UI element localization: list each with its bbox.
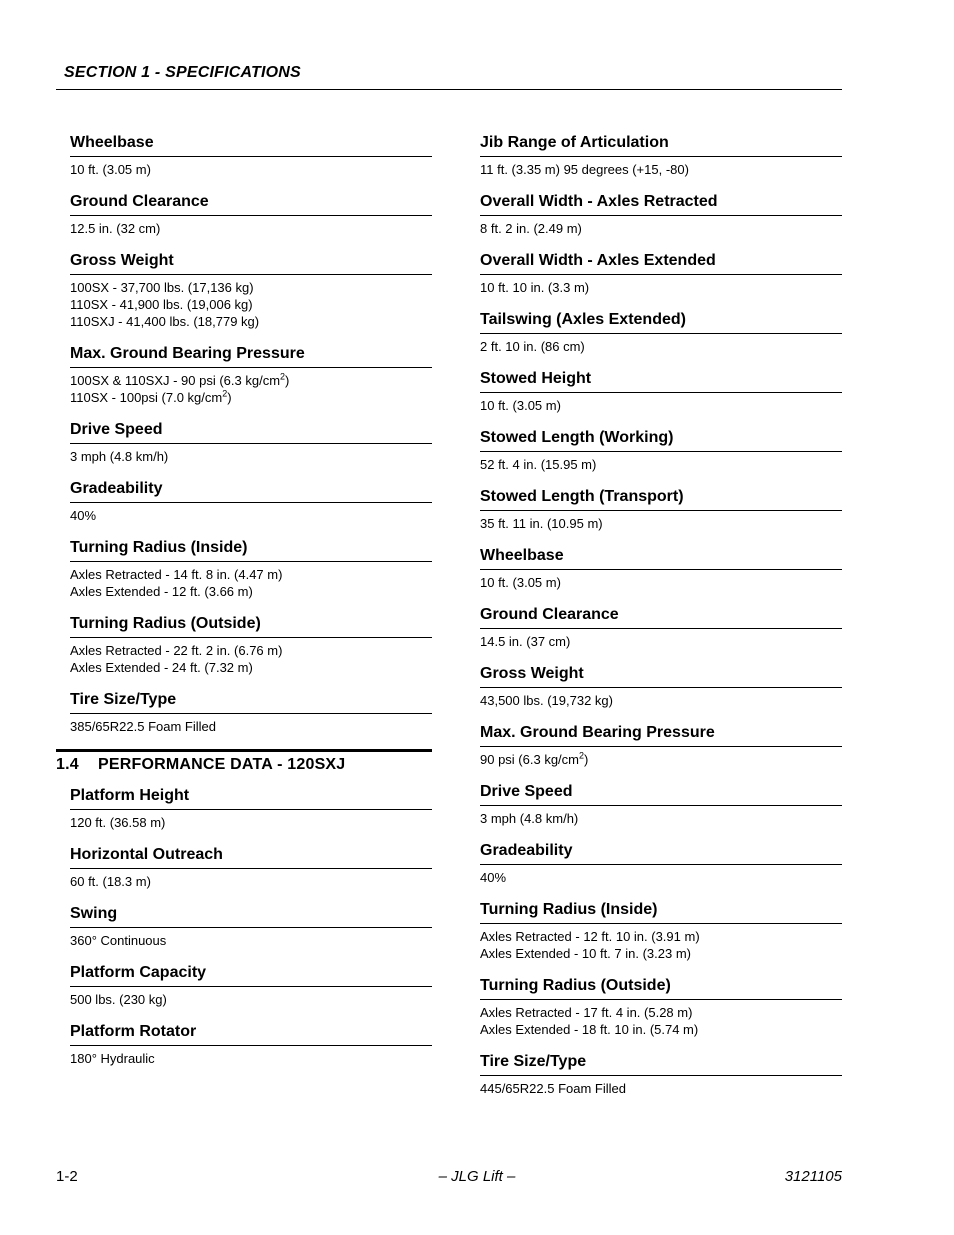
spec-title: Max. Ground Bearing Pressure	[70, 344, 432, 368]
spec-title: Overall Width - Axles Retracted	[480, 192, 842, 216]
spec-item	[70, 538, 432, 600]
spec-value: 120 ft. (36.58 m)	[70, 815, 166, 830]
spec-item	[480, 251, 842, 296]
spec-title: Gross Weight	[70, 251, 432, 275]
spec-value: 10 ft. (3.05 m)	[70, 162, 151, 177]
spec-values	[70, 275, 432, 330]
spec-item	[480, 428, 842, 473]
spec-title: Horizontal Outreach	[70, 845, 432, 869]
spec-values	[480, 747, 842, 768]
spec-item	[70, 963, 432, 1008]
spec-value: 40%	[70, 508, 97, 523]
section-title	[56, 756, 432, 774]
spec-value-text: 100SX & 110SXJ - 90 psi (6.3 kg/cm	[70, 373, 281, 388]
spec-values	[480, 924, 842, 962]
spec-value: 10 ft. 10 in. (3.3 m)	[480, 280, 590, 295]
spec-values	[70, 638, 432, 676]
spec-value: 110SX - 41,900 lbs. (19,006 kg)	[70, 297, 253, 312]
spec-values	[480, 275, 842, 296]
section-number: 1.4	[56, 756, 79, 773]
spec-values	[480, 157, 842, 178]
spec-value: Axles Extended - 10 ft. 7 in. (3.23 m)	[480, 946, 691, 961]
spec-value: 180° Hydraulic	[70, 1051, 155, 1066]
spec-value: Axles Retracted - 22 ft. 2 in. (6.76 m)	[70, 643, 283, 658]
spec-values	[480, 570, 842, 591]
spec-title: Wheelbase	[480, 546, 842, 570]
section-heading	[56, 749, 432, 774]
spec-value: 8 ft. 2 in. (2.49 m)	[480, 221, 582, 236]
spec-title: Turning Radius (Outside)	[480, 976, 842, 1000]
spec-value: 11 ft. (3.35 m) 95 degrees (+15, -80)	[480, 162, 689, 177]
spec-item	[480, 900, 842, 962]
spec-title: Swing	[70, 904, 432, 928]
spec-values	[480, 216, 842, 237]
spec-value: Axles Retracted - 17 ft. 4 in. (5.28 m)	[480, 1005, 693, 1020]
spec-title: Platform Rotator	[70, 1022, 432, 1046]
spec-item	[480, 782, 842, 827]
spec-value-suffix: )	[285, 373, 290, 388]
spec-values	[480, 629, 842, 650]
spec-item	[70, 845, 432, 890]
spec-values	[480, 806, 842, 827]
spec-title: Ground Clearance	[480, 605, 842, 629]
spec-value-suffix: )	[584, 752, 589, 767]
spec-list-bottom	[70, 786, 432, 1067]
spec-title: Stowed Length (Working)	[480, 428, 842, 452]
footer-brand: – JLG Lift –	[438, 1168, 516, 1185]
spec-title: Platform Height	[70, 786, 432, 810]
spec-title: Stowed Length (Transport)	[480, 487, 842, 511]
spec-value: 10 ft. (3.05 m)	[480, 398, 561, 413]
spec-value: 100SX - 37,700 lbs. (17,136 kg)	[70, 280, 254, 295]
spec-values	[480, 688, 842, 709]
spec-value: 360° Continuous	[70, 933, 167, 948]
doc-number: 3121105	[784, 1168, 842, 1185]
spec-value: 110SXJ - 41,400 lbs. (18,779 kg)	[70, 314, 260, 329]
spec-values	[480, 1000, 842, 1038]
spec-item	[70, 904, 432, 949]
superscript: 2	[280, 371, 286, 382]
spec-value-text: 90 psi (6.3 kg/cm	[480, 752, 579, 767]
spec-item	[70, 786, 432, 831]
spec-item	[480, 723, 842, 768]
spec-value	[70, 372, 432, 389]
spec-value: 35 ft. 11 in. (10.95 m)	[480, 516, 603, 531]
spec-value: 14.5 in. (37 cm)	[480, 634, 571, 649]
spec-value: 43,500 lbs. (19,732 kg)	[480, 693, 613, 708]
spec-title: Platform Capacity	[70, 963, 432, 987]
spec-title: Turning Radius (Inside)	[480, 900, 842, 924]
spec-value-suffix: )	[227, 390, 232, 405]
spec-item	[480, 133, 842, 178]
spec-value: 3 mph (4.8 km/h)	[480, 811, 579, 826]
spec-values	[480, 334, 842, 355]
header-rule	[56, 89, 842, 90]
spec-item	[480, 605, 842, 650]
spec-item	[70, 614, 432, 676]
spec-value: Axles Retracted - 12 ft. 10 in. (3.91 m)	[480, 929, 700, 944]
spec-item	[480, 1052, 842, 1097]
spec-item	[70, 344, 432, 406]
spec-title: Overall Width - Axles Extended	[480, 251, 842, 275]
spec-values	[70, 1046, 432, 1067]
section-header: SECTION 1 - SPECIFICATIONS	[64, 64, 301, 81]
spec-item	[70, 479, 432, 524]
spec-item	[480, 310, 842, 355]
spec-value	[70, 389, 432, 406]
spec-list-right	[480, 133, 842, 1097]
left-column	[56, 133, 432, 1081]
spec-title: Ground Clearance	[70, 192, 432, 216]
spec-values	[480, 511, 842, 532]
spec-value: 500 lbs. (230 kg)	[70, 992, 167, 1007]
spec-values	[480, 865, 842, 886]
spec-values	[70, 714, 432, 735]
spec-values	[480, 452, 842, 473]
spec-item	[70, 420, 432, 465]
spec-values	[70, 444, 432, 465]
spec-values	[70, 810, 432, 831]
spec-title: Stowed Height	[480, 369, 842, 393]
spec-item	[480, 841, 842, 886]
spec-item	[480, 546, 842, 591]
spec-item	[480, 369, 842, 414]
section-title-text: PERFORMANCE DATA - 120SXJ	[98, 756, 346, 773]
spec-values	[70, 216, 432, 237]
spec-title: Max. Ground Bearing Pressure	[480, 723, 842, 747]
spec-title: Tire Size/Type	[70, 690, 432, 714]
spec-value: Axles Extended - 12 ft. (3.66 m)	[70, 584, 253, 599]
spec-value: Axles Retracted - 14 ft. 8 in. (4.47 m)	[70, 567, 283, 582]
spec-item	[70, 251, 432, 330]
spec-title: Drive Speed	[480, 782, 842, 806]
spec-values	[70, 987, 432, 1008]
spec-value: Axles Extended - 18 ft. 10 in. (5.74 m)	[480, 1022, 699, 1037]
spec-title: Jib Range of Articulation	[480, 133, 842, 157]
spec-item	[70, 192, 432, 237]
spec-values	[70, 503, 432, 524]
superscript: 2	[579, 750, 585, 761]
spec-title: Tailswing (Axles Extended)	[480, 310, 842, 334]
spec-value: 385/65R22.5 Foam Filled	[70, 719, 216, 734]
page-number: 1-2	[56, 1168, 78, 1185]
spec-item	[70, 1022, 432, 1067]
spec-values	[70, 368, 432, 406]
spec-item	[70, 690, 432, 735]
spec-value: Axles Extended - 24 ft. (7.32 m)	[70, 660, 253, 675]
spec-title: Gross Weight	[480, 664, 842, 688]
spec-list-top	[70, 133, 432, 735]
spec-value-text: 110SX - 100psi (7.0 kg/cm	[70, 390, 223, 405]
spec-title: Wheelbase	[70, 133, 432, 157]
spec-value	[480, 751, 842, 768]
spec-values	[70, 928, 432, 949]
spec-values	[70, 869, 432, 890]
spec-values	[70, 157, 432, 178]
spec-values	[70, 562, 432, 600]
spec-value: 3 mph (4.8 km/h)	[70, 449, 169, 464]
spec-title: Drive Speed	[70, 420, 432, 444]
spec-title: Turning Radius (Inside)	[70, 538, 432, 562]
right-column	[480, 133, 842, 1111]
spec-value: 445/65R22.5 Foam Filled	[480, 1081, 626, 1096]
spec-values	[480, 393, 842, 414]
spec-value: 2 ft. 10 in. (86 cm)	[480, 339, 585, 354]
spec-value: 12.5 in. (32 cm)	[70, 221, 161, 236]
spec-title: Gradeability	[480, 841, 842, 865]
spec-values	[480, 1076, 842, 1097]
spec-item	[480, 976, 842, 1038]
spec-item	[480, 487, 842, 532]
spec-item	[480, 664, 842, 709]
spec-value: 40%	[480, 870, 507, 885]
spec-value: 52 ft. 4 in. (15.95 m)	[480, 457, 597, 472]
spec-value: 10 ft. (3.05 m)	[480, 575, 561, 590]
spec-item	[480, 192, 842, 237]
spec-item	[70, 133, 432, 178]
superscript: 2	[222, 388, 228, 399]
spec-title: Tire Size/Type	[480, 1052, 842, 1076]
spec-value: 60 ft. (18.3 m)	[70, 874, 151, 889]
spec-title: Gradeability	[70, 479, 432, 503]
spec-title: Turning Radius (Outside)	[70, 614, 432, 638]
